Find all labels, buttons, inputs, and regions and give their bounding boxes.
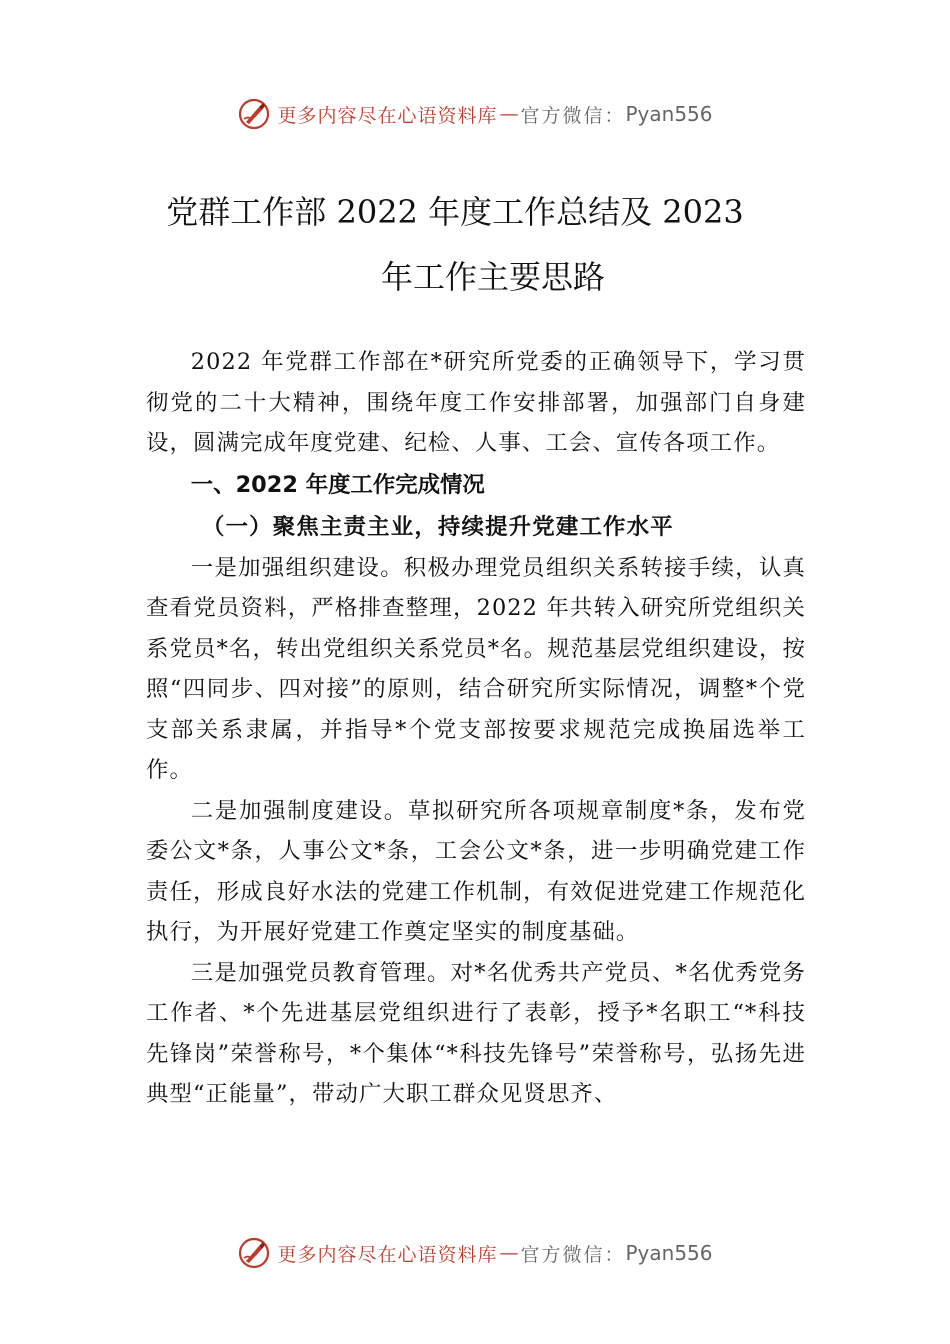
document-body: [146, 342, 806, 1115]
body-paragraph-system: 二是加强制度建设。草拟研究所各项规章制度*条，发布党委公文*条，人事公文*条，工会公文*条，进一步明确党建工作责任，形成良好水法的党建工作机制，有效促进党建工作规范化执行，为开展好党建工作奠定坚实的制度基础。: [146, 797, 806, 945]
watermark-dash: —: [499, 103, 519, 125]
watermark-brand: 更多内容尽在心语资料库: [277, 1243, 498, 1266]
section-heading: 一、2022 年度工作完成情况: [190, 471, 485, 498]
intro-paragraph: 2022 年党群工作部在*研究所党委的正确领导下，学习贯彻党的二十大精神，围绕年度工作安排部署，加强部门自身建设，圆满完成年度党建、纪检、人事、工会、宣传各项工作。: [146, 349, 806, 456]
body-paragraph-education: 三是加强党员教育管理。对*名优秀共产党员、*名优秀党务工作者、*个先进基层党组织进行了表彰，授予*名职工“*科技先锋岗”荣誉称号，*个集体“*科技先锋号”荣誉称号，弘扬先进典型“正能量”，带动广大职工群众见贤思齐、: [146, 959, 806, 1107]
body-paragraph-organization: 一是加强组织建设。积极办理党员组织关系转接手续，认真查看党员资料，严格排查整理，2022 年共转入研究所党组织关系党员*名，转出党组织关系党员*名。规范基层党组织建设，按照“四同步、四对接”的原则，结合研究所实际情况，调整*个党支部关系隶属，并指导*个党支部按要求规范完成换届选举工作。: [146, 554, 806, 783]
watermark-label: 官方微信：: [520, 104, 626, 127]
watermark-id: Pyan556: [625, 102, 713, 126]
watermark-header: [0, 94, 950, 134]
watermark-label: 官方微信：: [520, 1243, 626, 1266]
watermark-id: Pyan556: [625, 1241, 713, 1265]
pen-logo-icon: [237, 1236, 271, 1270]
pen-logo-icon: [237, 97, 271, 131]
subsection-heading: （一）聚焦主责主业，持续提升党建工作水平: [202, 513, 674, 540]
document-title-line-1: 党群工作部 2022 年度工作总结及 2023: [166, 193, 744, 231]
watermark-brand: 更多内容尽在心语资料库: [277, 104, 498, 127]
document-title-line-2: 年工作主要思路: [380, 258, 605, 296]
watermark-dash: —: [499, 1242, 519, 1264]
watermark-footer: [0, 1233, 950, 1273]
